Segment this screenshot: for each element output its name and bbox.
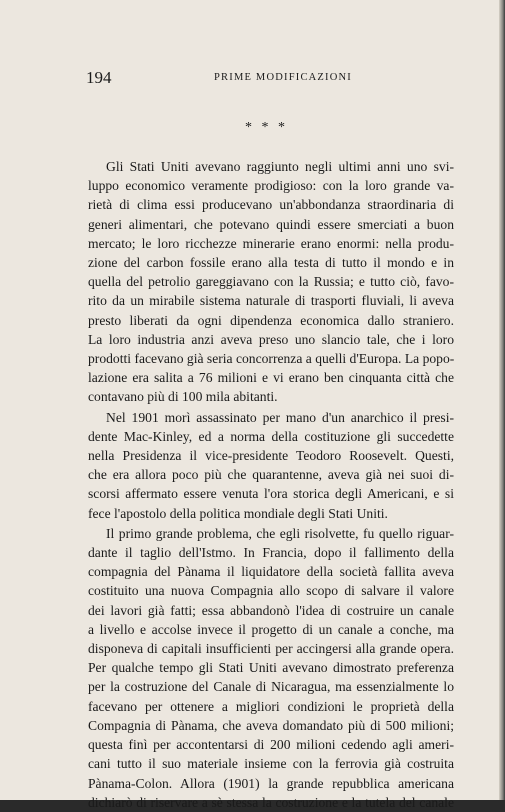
- text-line: disponeva di capitali insufficienti per accingersi alla grande opera.: [88, 641, 454, 657]
- text-line: Il primo grande problema, che egli risolvette, fu quello riguar-: [106, 525, 454, 541]
- text-line: mercato; le loro ricchezze minerarie erano enormi: nella produ-: [88, 235, 454, 251]
- text-line: rito da un mirabile sistema naturale di trasporti fluviali, li aveva: [88, 293, 454, 309]
- text-line: Pànama-Colon. Allora (1901) la grande repubblica americana: [88, 775, 454, 791]
- text-line: cani tutto il suo materiale insieme con la ferrovia già costruita: [88, 756, 454, 772]
- text-line: a livello e accolse invece il progetto di un canale a conche, ma: [88, 621, 454, 637]
- text-line: dente Mac-Kinley, ed a norma della costituzione gli succedette: [88, 428, 454, 444]
- running-title: PRIME MODIFICAZIONI: [214, 72, 353, 83]
- text-line: rietà di clima essi producevano un'abbondanza straordinaria di: [88, 197, 454, 213]
- text-line: facevano per ottenere a migliori condizioni le proprietà della: [88, 698, 454, 714]
- text-line: prodotti facevano già seria concorrenza a quelli d'Europa. La popo-: [88, 351, 455, 367]
- text-line: luppo economico veramente prodigioso: con la loro grande va-: [88, 178, 454, 194]
- text-line: Compagnia di Pànama, che aveva domandato più di 500 milioni;: [88, 717, 454, 733]
- text-line: costituito una nuova Compagnia allo scopo di salvare il valore: [88, 583, 454, 599]
- text-line: dei lavori già fatti; essa abbandonò l'idea di costruire un canale: [88, 602, 454, 618]
- text-line: Gli Stati Uniti avevano raggiunto negli ultimi anni uno svi-: [106, 159, 454, 174]
- text-line: La loro industria anzi aveva preso uno slancio tale, che i loro: [88, 331, 454, 347]
- text-line: quella del petrolio gareggiavano con la Russia; e tutto ciò, favo-: [88, 274, 454, 290]
- text-line: generi alimentari, che potevano quindi essere smerciati a buon: [88, 216, 454, 232]
- page-number: 194: [86, 68, 112, 87]
- text-line: fece l'apostolo della politica mondiale degli Stati Uniti.: [88, 505, 388, 521]
- section-separator: * * *: [245, 120, 288, 135]
- text-line: contavano più di 100 mila abitanti.: [88, 389, 278, 405]
- text-line: dante il taglio dell'Istmo. In Francia, dopo il fallimento della: [88, 545, 454, 561]
- text-line: scorsi affermato essere venuta l'ora storica degli Americani, e si: [88, 486, 454, 502]
- text-line: Per qualche tempo gli Stati Uniti avevano dimostrato preferenza: [88, 660, 454, 676]
- page-header: [86, 68, 443, 88]
- text-line: zione del carbon fossile erano alla testa di tutto il mondo e in: [88, 255, 454, 271]
- text-line: che era allora poco più che quarantenne, aveva già nei suoi di-: [88, 467, 454, 483]
- text-line: lazione era salita a 76 milioni e vi erano ben cinquanta città che: [88, 370, 454, 386]
- paragraph: [88, 524, 454, 812]
- text-line: Nel 1901 morì assassinato per mano d'un anarchico il presi-: [106, 409, 454, 425]
- paragraph: [88, 408, 454, 523]
- paragraph: [88, 157, 454, 407]
- text-line: presto liberati da ogni dipendenza economica dallo straniero.: [88, 312, 454, 328]
- text-line: nella Presidenza il vice-presidente Teodoro Roosevelt. Questi,: [88, 448, 454, 464]
- text-line: compagnia del Pànama il liquidatore della società fallita aveva: [88, 564, 454, 580]
- text-line: per la costruzione del Canale di Nicaragua, ma essenzialmente lo: [88, 679, 454, 695]
- text-line: dichiarò di riservare a sè stessa la costruzione e la tutela del canale: [88, 794, 454, 810]
- text-line: questa finì per accontentarsi di 200 milioni cedendo agli ameri-: [88, 737, 454, 753]
- body-text: [88, 157, 454, 812]
